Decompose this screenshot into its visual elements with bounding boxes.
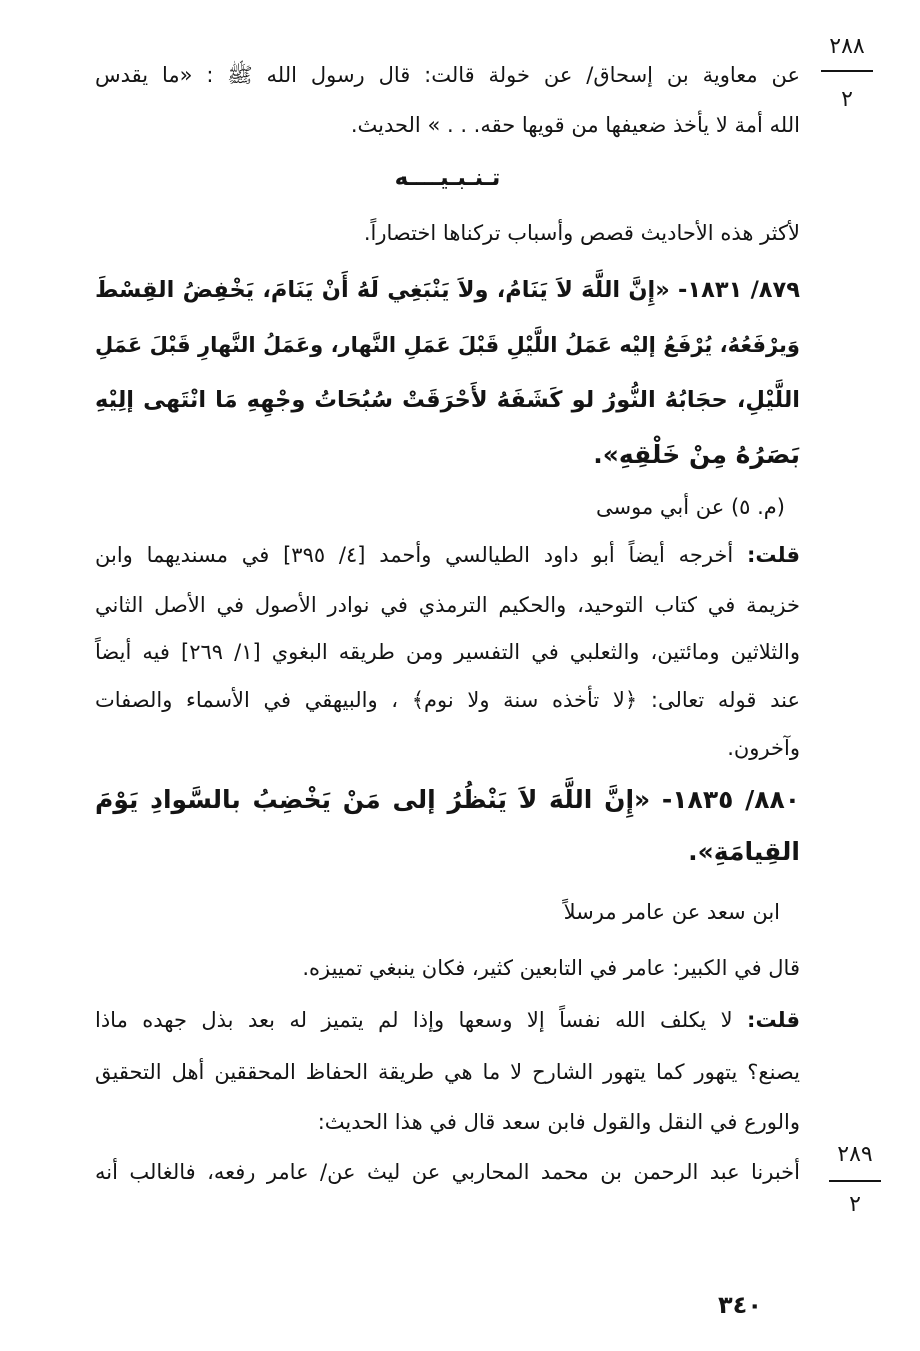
comment-line [95, 535, 800, 575]
text-column [95, 0, 800, 1351]
hadith-line: اللَّيْلِ، حجَابُهُ النُّورُ لو كَشَفَهُ لأَحْرَقَتْ سُبُحَاتُ وجْهِهِ مَا انْتَهى إلِيْهِ [95, 387, 800, 413]
hadith-line: ٨٨٠/ ١٨٣٥- «إِنَّ اللَّهَ لاَ يَنْظُرُ إلى مَنْ يَخْضِبُ بالسَّوادِ يَوْمَ [95, 785, 800, 814]
margin-volume-number: ٢ [841, 87, 853, 112]
comment-line: أخبرنا عبد الرحمن بن محمد المحاربي عن ليث عن/ عامر رفعه، فالغالب أنه [95, 1160, 800, 1184]
hadith-line: وَيرْفَعُهُ، يُرْفَعُ إليْه عَمَلُ اللَّيْلِ قَبْلَ عَمَلِ النَّهار، وعَمَلُ النَّهارِ قَبْلَ عَمَلِ [95, 333, 800, 357]
comment-text: لا يكلف الله نفساً إلا وسعها وإذا لم يتميز له بعد بذل جهده ماذا [95, 1008, 733, 1032]
margin-page-number: ٢٨٩ [837, 1142, 873, 1167]
hadith-line: بَصَرُهُ مِنْ خَلْقِهِ». [593, 440, 800, 469]
comment-line: وآخرون. [727, 736, 800, 760]
intro-line: الله أمة لا يأخذ ضعيفها من قويها حقه. . . » الحديث. [350, 113, 800, 137]
margin-reference-bottom [825, 1140, 885, 1250]
comment-line: والثلاثين ومائتين، والثعلبي في التفسير ومن طريقه البغوي [١/ ٢٦٩] فيه أيضاً [95, 640, 801, 664]
comment-line [95, 1000, 800, 1040]
notice-text: لأكثر هذه الأحاديث قصص وأسباب تركناها اختصاراً. [363, 221, 800, 245]
margin-rule [821, 70, 873, 72]
hadith-source: (م. ٥) عن أبي موسى [596, 495, 785, 519]
comment-text: أخرجه أيضاً أبو داود الطيالسي وأحمد [٤/ ٣٩٥] في مسنديهما وابن [95, 543, 734, 567]
comment-line: يصنع؟ يتهور كما يتهور الشارح لا ما هي طريقة الحفاظ المحققين أهل التحقيق [95, 1060, 800, 1084]
margin-page-number: ٢٨٨ [829, 34, 865, 59]
margin-volume-number: ٢ [849, 1192, 861, 1217]
kabir-note: قال في الكبير: عامر في التابعين كثير، فكان ينبغي تمييزه. [302, 956, 800, 980]
hadith-line: ٨٧٩/ ١٨٣١- «إِنَّ اللَّهَ لاَ يَنَامُ، ولاَ يَنْبَغِي لَهُ أَنْ يَنَامَ، يَخْفِضُ القِسْطَ [95, 277, 800, 303]
hadith-source: ابن سعد عن عامر مرسلاً [563, 900, 780, 924]
hadith-line: القِيامَةِ». [688, 837, 800, 866]
comment-label: قلت: [747, 1008, 800, 1032]
notice-heading: تـنـبـيــــه [394, 165, 501, 191]
comment-line: عند قوله تعالى: ﴿لا تأخذه سنة ولا نوم﴾ ، والبيهقي في الأسماء والصفات [95, 688, 800, 712]
margin-reference-top [817, 32, 877, 142]
page-number: ٣٤٠ [718, 1291, 762, 1319]
comment-line: والورع في النقل والقول فابن سعد قال في هذا الحديث: [317, 1110, 800, 1134]
intro-line: عن معاوية بن إسحاق/ عن خولة قالت: قال رسول الله ﷺ : «ما يقدس [95, 63, 800, 87]
comment-line: خزيمة في كتاب التوحيد، والحكيم الترمذي في نوادر الأصول في الأصل الثاني [95, 593, 800, 617]
comment-label: قلت: [747, 543, 800, 567]
margin-rule [829, 1180, 881, 1182]
